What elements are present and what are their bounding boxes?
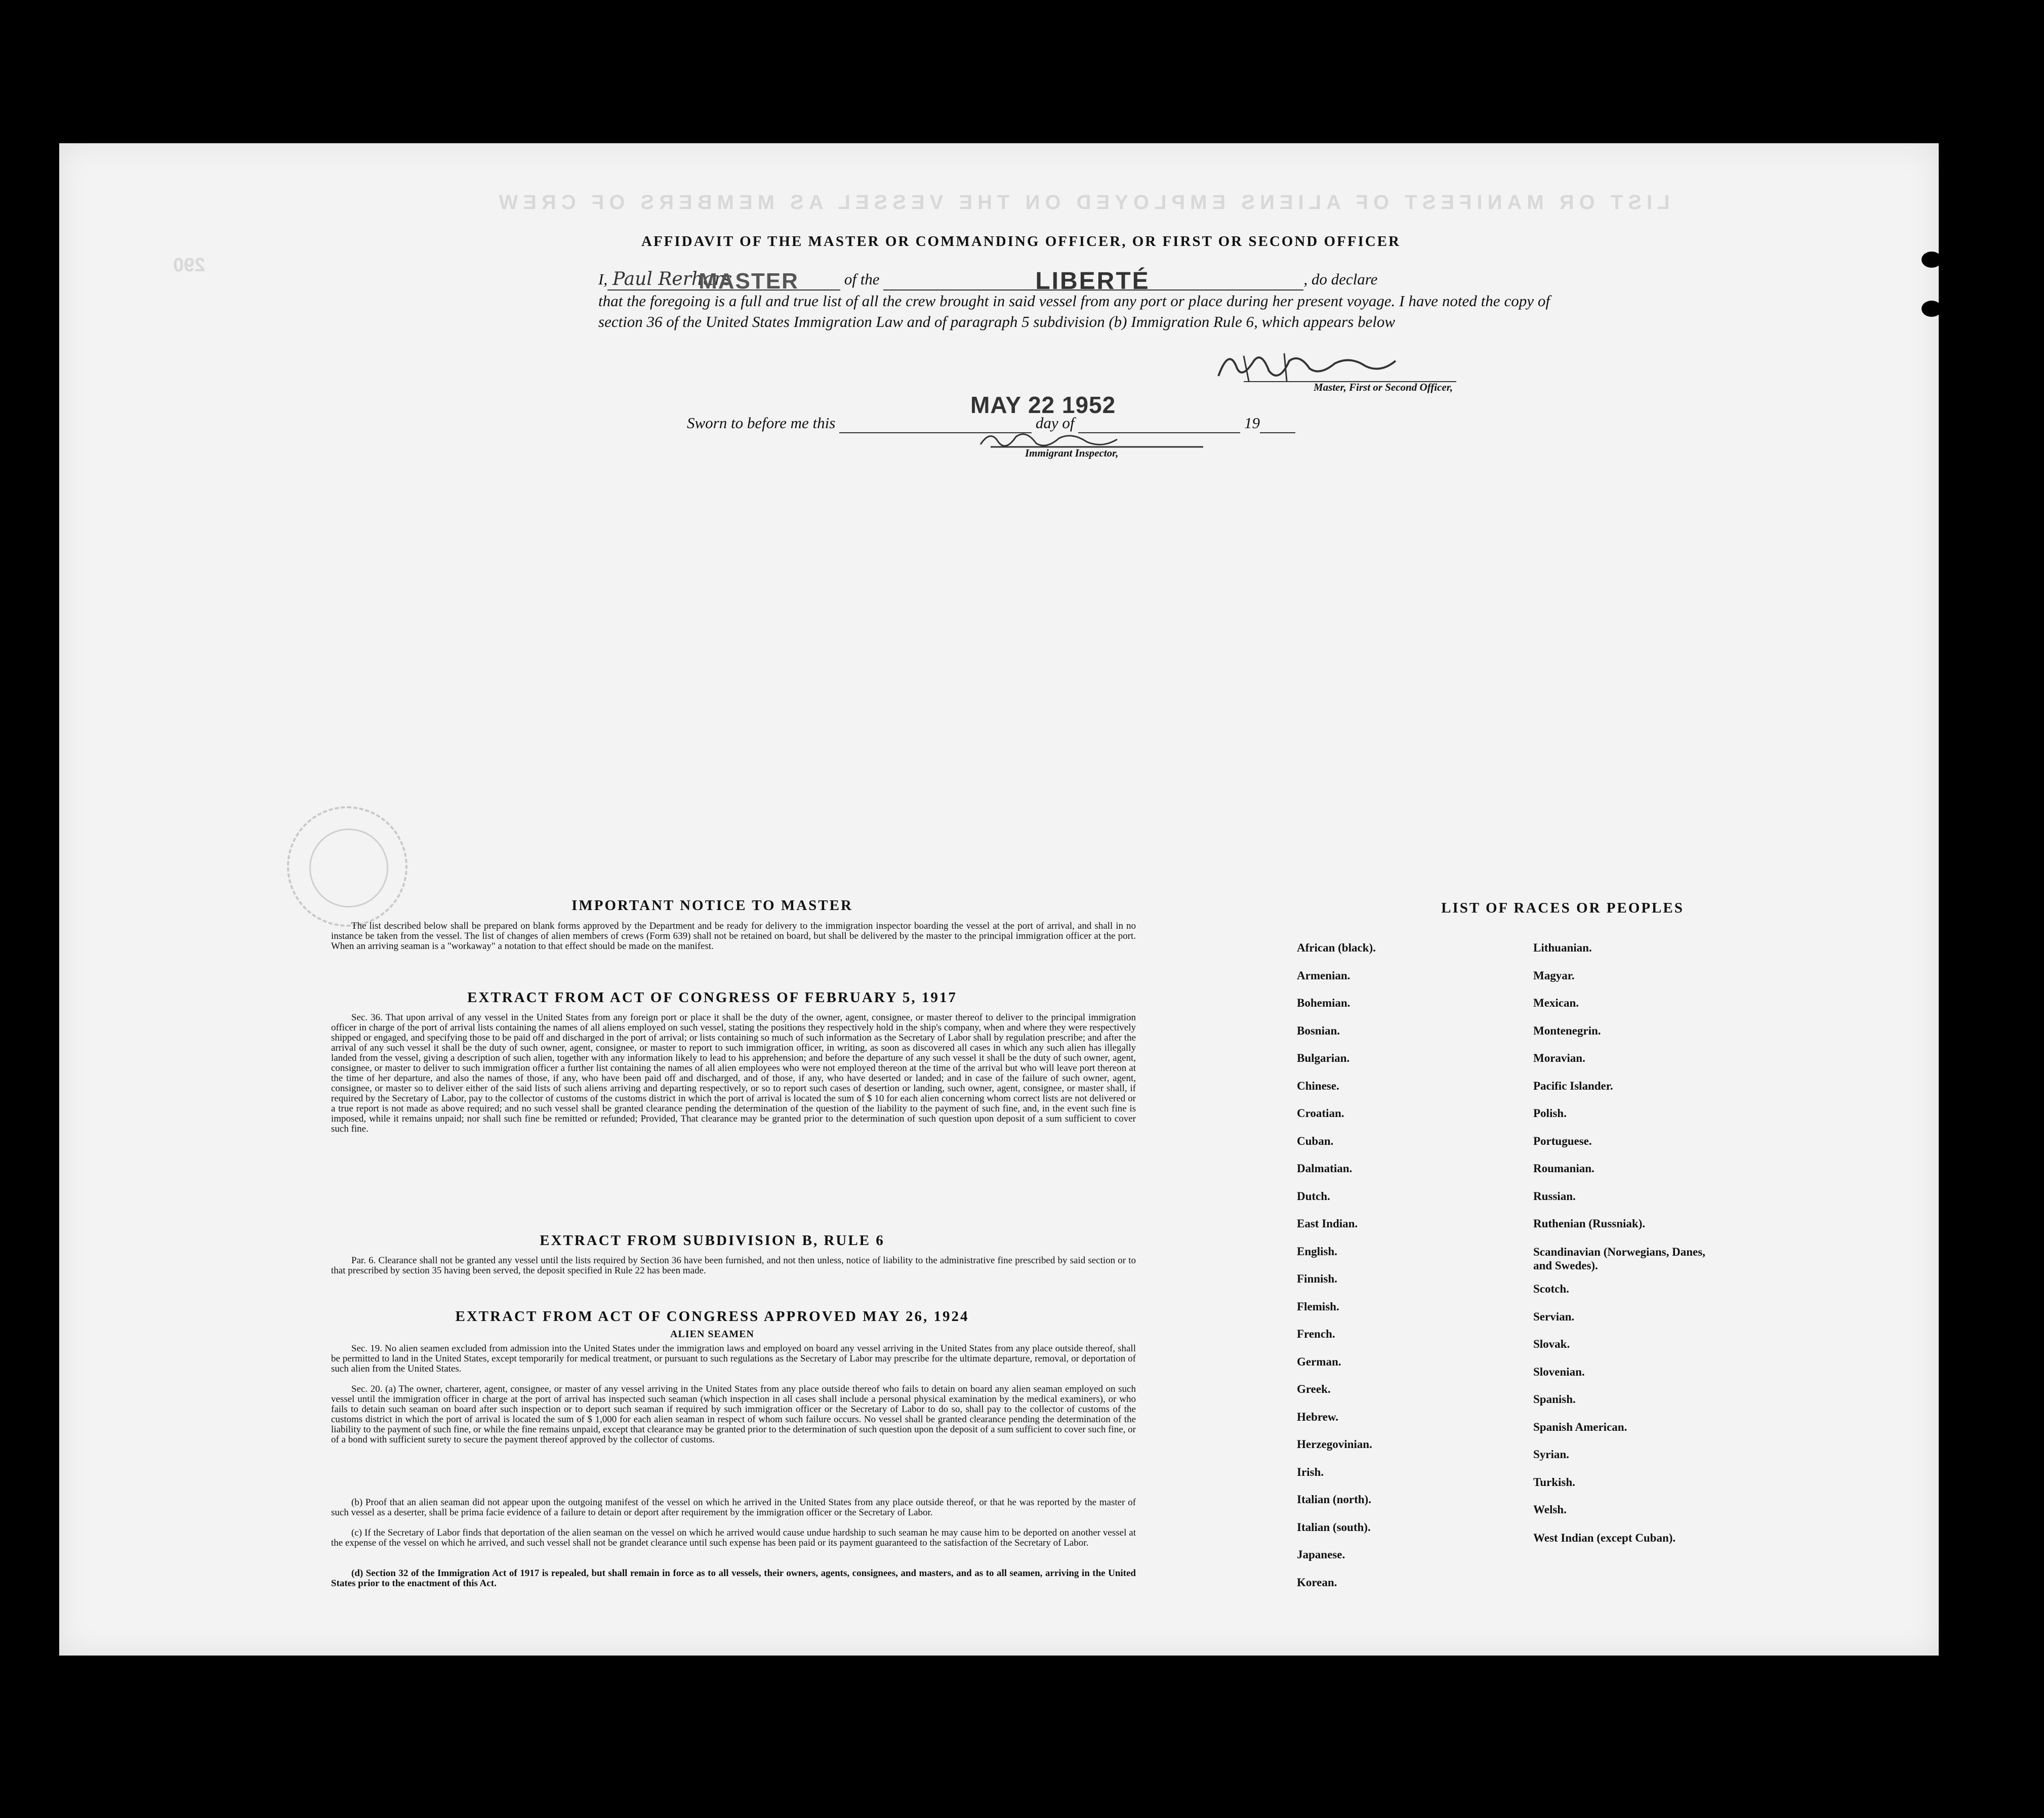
sec20a-text: Sec. 20. (a) The owner, charterer, agent, consignee, or master of any vessel arriving in the United States from any place outside thereof who fails to detain on board any alien seaman employed on such vessel until the immigration officer in charge at the port of arrival has inspected such seaman (which inspection in all cases shall include a personal physical examination by the medical examiners), or who fails to detain such seaman on board after such inspection or to deport such seaman if required by such immigration officer or the Secretary of Labor to do so, shall pay to the collector of customs of the customs district in which the port of arrival is located the sum of $ 1,000 for each alien seaman in respect of whom such failure occurs. No vessel shall be granted clearance pending the determination of the liability to the payment of such fine, or while the fine remains unpaid, except that clearance may be granted prior to the determination of such question upon the deposit of a sum sufficient to cover such fine, or of a bond with sufficient surety to secure the payment thereof approved by the collector of customs.	[331, 1384, 1136, 1445]
race-item: African (black).	[1297, 941, 1376, 954]
race-item: Cuban.	[1297, 1134, 1334, 1147]
extract-rule6-title: EXTRACT FROM SUBDIVISION B, RULE 6	[540, 1232, 885, 1249]
race-item: Scandinavian (Norwegians, Danes, and Swedes).	[1533, 1245, 1705, 1272]
race-item: Roumanian.	[1533, 1162, 1595, 1175]
race-item: Croatian.	[1297, 1107, 1344, 1120]
race-item: Hebrew.	[1297, 1410, 1338, 1423]
race-item: Syrian.	[1533, 1448, 1569, 1461]
race-item: Magyar.	[1533, 969, 1575, 982]
race-item: Welsh.	[1533, 1503, 1567, 1516]
race-item: Slovenian.	[1533, 1365, 1585, 1378]
race-item: Montenegrin.	[1533, 1024, 1601, 1037]
sworn-year-blank	[1260, 414, 1295, 433]
race-item: West Indian (except Cuban).	[1533, 1531, 1676, 1544]
race-item: Italian (south).	[1297, 1520, 1371, 1534]
race-item: Servian.	[1533, 1310, 1575, 1323]
notice-text: The list described below shall be prepared on blank forms approved by the Department and be ready for delivery to the immigration inspector boarding the vessel at the port of arrival, and shall in no instance be taken from the vessel. The list of changes of alien members of crews (Form 639) shall not be retained on board, but shall be delivered by the master to the principal immigration officer at the port. When an arriving seaman is a "workaway" a notation to that effect should be made on the manifest.	[331, 921, 1136, 952]
race-item: Finnish.	[1297, 1272, 1337, 1285]
race-item: Bosnian.	[1297, 1024, 1340, 1037]
race-item: Irish.	[1297, 1465, 1324, 1478]
vessel-name-blank	[883, 268, 1303, 295]
extract-1924-title: EXTRACT FROM ACT OF CONGRESS APPROVED MAY 26, 1924	[455, 1308, 969, 1325]
master-title-stamp: MASTER	[699, 269, 799, 294]
do-declare-label: do declare	[1311, 270, 1378, 288]
bleed-through-title: LIST OR MANIFEST OF ALIENS EMPLOYED ON THE VESSEL AS MEMBERS OF CREW	[494, 191, 1670, 214]
master-name-blank	[607, 269, 840, 294]
date-stamp: MAY 22 1952	[970, 392, 1116, 418]
sec19-text: Sec. 19. No alien seamen excluded from admission into the United States under the immigration laws and employed on board any vessel arriving in the United States from any place outside thereof, shall be permitted to land in the United States, except temporarily for medical treatment, or pursuant to such regulations as the Secretary of Labor may prescribe for the ultimate departure, removal, or deportation of such alien from the United States.	[331, 1343, 1136, 1374]
punch-hole	[1963, 1145, 1988, 1171]
race-item: East Indian.	[1297, 1217, 1358, 1230]
affidavit-declaration: I, Paul Rerhars MASTER of the LIBERTÉ , do declare that the foregoing is a full and true list of all the crew brought in said vessel from any port or place during her present voyage. I have noted the copy of section 36 of the United States Immigration Law and of paragraph 5 subdivision (b) Immigration Rule 6, which appears below	[598, 269, 1550, 332]
punch-hole	[1963, 248, 1988, 273]
race-item: Dalmatian.	[1297, 1162, 1353, 1175]
race-item: Portuguese.	[1533, 1134, 1592, 1147]
vessel-name-stamp: LIBERTÉ	[1035, 268, 1150, 295]
declaration-body: that the foregoing is a full and true list of all the crew brought in said vessel from any port or place during her present voyage. I have noted the copy of section 36 of the United States Immigration Law and of paragraph 5 subdivision (b) Immigration Rule 6, which appears below	[598, 292, 1550, 330]
inspector-label: Immigrant Inspector,	[1025, 447, 1119, 459]
notice-title: IMPORTANT NOTICE TO MASTER	[571, 897, 853, 914]
race-item: Chinese.	[1297, 1079, 1339, 1092]
races-title: LIST OF RACES OR PEOPLES	[1441, 900, 1684, 916]
race-item: Pacific Islander.	[1533, 1079, 1613, 1092]
of-the-label: of the	[844, 270, 880, 288]
punch-hole	[1922, 252, 1942, 268]
race-item: Spanish.	[1533, 1393, 1576, 1406]
race-item: Bulgarian.	[1297, 1052, 1350, 1064]
race-item: Moravian.	[1533, 1052, 1585, 1064]
margin-number: 290	[173, 255, 206, 276]
race-item: Italian (north).	[1297, 1493, 1371, 1506]
signature-label: Master, First or Second Officer,	[1314, 381, 1453, 393]
year-prefix: 19	[1244, 414, 1260, 432]
race-item: Japanese.	[1297, 1548, 1345, 1561]
race-item: French.	[1297, 1328, 1335, 1340]
extract-rule6-text: Par. 6. Clearance shall not be granted any vessel until the lists required by Section 36 have been furnished, and not then unless, notice of liability to the administrative fine prescribed by said section or to that prescribed by section 35 having been served, the deposit specified in Rule 22 has been made.	[331, 1255, 1136, 1276]
punch-hole	[1963, 1449, 1988, 1474]
race-item: Polish.	[1533, 1107, 1567, 1120]
race-item: Armenian.	[1297, 969, 1351, 982]
punch-hole	[1922, 301, 1942, 317]
race-item: Russian.	[1533, 1189, 1576, 1203]
race-item: Turkish.	[1533, 1475, 1575, 1489]
race-item: Ruthenian (Russniak).	[1533, 1217, 1646, 1230]
race-item: Dutch.	[1297, 1189, 1330, 1203]
punch-hole	[1963, 1068, 1988, 1093]
affidavit-title: AFFIDAVIT OF THE MASTER OR COMMANDING OFFICER, OR FIRST OR SECOND OFFICER	[641, 233, 1401, 250]
extract-1917-text: Sec. 36. That upon arrival of any vessel in the United States from any foreign port or place it shall be the duty of the owner, agent, consignee, or master thereof to deliver to the principal immigration officer in charge of the port of arrival lists containing the names of all aliens employed on such vessel, stating the positions they respectively hold in the ship's company, when and where they were respectively shipped or engaged, and specifying those to be paid off and discharged in the port of arrival; or lists containing so much of such information as the Secretary of Labor shall by regulation prescribe; and after the arrival of any such vessel it shall be the duty of such owner, agent, consignee, or master to report to such immigration officer, in writing, as soon as discovered all cases in which any such alien has illegally landed from the vessel, giving a description of such alien, together with any information likely to lead to his apprehension; and before the departure of any such vessel it shall be the duty of such owner, agent, consignee, or master to deliver to such immigration officer a further list containing the names of all alien employees who were not employed thereon at the time of the arrival but who will leave port thereon at the time of her departure, and also the names of those, if any, who have been paid off and discharged, and of those, if any, who have deserted or landed; and in case of the failure of such owner, agent, consignee, or master so to deliver either of the said lists of such aliens arriving and departing respectively, or so to report such cases of desertion or landing, such owner, agent, consignee, or master shall, if required by the Secretary of Labor, pay to the collector of customs of the customs district in which the port of arrival is located the sum of $ 10 for each alien concerning whom correct lists are not delivered or a true report is not made as above required; and no such vessel shall be granted clearance pending the determination of the question of the liability to the payment of such fine, and, in the event such fine is imposed, while it remains unpaid; nor shall such fine be remitted or refunded; Provided, That clearance may be granted prior to the determination of such question upon deposit of a sum sufficient to cover such fine.	[331, 1012, 1136, 1134]
master-name-signature: Paul Rerhars	[612, 269, 732, 290]
master-signature	[1213, 346, 1436, 386]
race-item: German.	[1297, 1355, 1341, 1368]
race-item: Mexican.	[1533, 997, 1579, 1009]
punch-hole	[1963, 322, 1988, 348]
sec20c-text: (c) If the Secretary of Labor finds that deportation of the alien seaman on the vessel on which he arrived would cause undue hardship to such seaman he may cause him to be deported on another vessel at the expense of the vessel on which he arrived, and such vessel shall not be grandet clearance until such expense has been paid or its payment guaranteed to the satisfaction of the Secretary of Labor.	[331, 1527, 1136, 1548]
extract-1924-subtitle: ALIEN SEAMEN	[670, 1329, 754, 1340]
race-item: English.	[1297, 1245, 1337, 1258]
punch-hole	[1963, 553, 1988, 579]
day-of-label: day of	[1035, 414, 1075, 432]
race-item: Herzegovinian.	[1297, 1438, 1372, 1451]
extract-1917-title: EXTRACT FROM ACT OF CONGRESS OF FEBRUARY 5, 1917	[467, 989, 957, 1006]
race-item: Slovak.	[1533, 1338, 1570, 1350]
race-item: Korean.	[1297, 1576, 1337, 1589]
sworn-prefix: Sworn to before me this	[687, 414, 836, 432]
race-item: Spanish American.	[1533, 1420, 1627, 1433]
race-item: Bohemian.	[1297, 997, 1351, 1009]
declaration-prefix: I,	[598, 270, 608, 288]
sec20d-text: (d) Section 32 of the Immigration Act of 1917 is repealed, but shall remain in force as to all vessels, their owners, agents, consignees, and masters, and as to all seamen, arriving in the United States prior to the enactment of this Act.	[331, 1568, 1136, 1589]
race-item: Scotch.	[1533, 1283, 1569, 1295]
race-item: Flemish.	[1297, 1300, 1339, 1313]
race-item: Greek.	[1297, 1383, 1331, 1395]
sec20b-text: (b) Proof that an alien seaman did not appear upon the outgoing manifest of the vessel on which he arrived in the United States from any place outside thereof, or that he was reported by the master of such vessel as a deserter, shall be prima facie evidence of a failure to detain or deport after requirement by the immigration officer or the Secretary of Labor.	[331, 1497, 1136, 1518]
punch-hole	[1963, 633, 1988, 658]
punch-hole	[1963, 1373, 1988, 1398]
race-item: Lithuanian.	[1533, 941, 1592, 954]
document-page	[59, 143, 1939, 1656]
